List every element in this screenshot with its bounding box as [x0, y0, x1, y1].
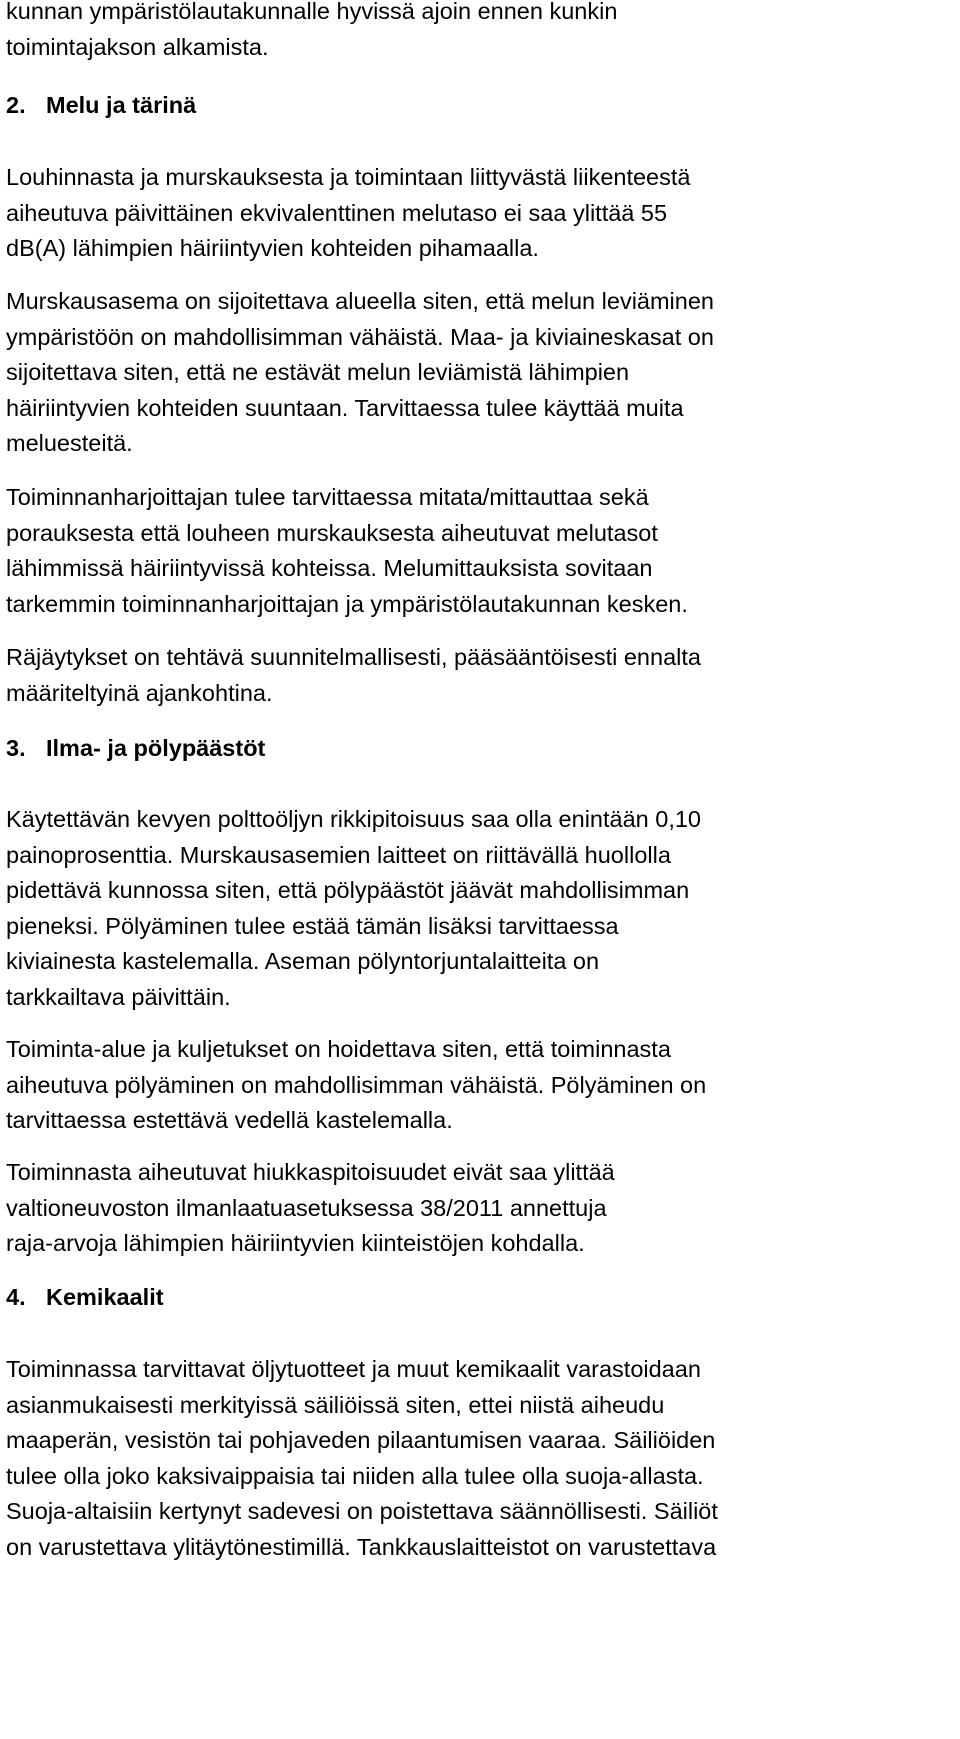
text-line: Toiminnasta aiheutuvat hiukkaspitoisuudet eivät saa ylittää	[6, 1159, 615, 1185]
section-title: Kemikaalit	[46, 1284, 164, 1310]
text-line: kiviainesta kastelemalla. Aseman pölyntorjuntalaitteita on	[6, 948, 600, 975]
paragraph	[6, 160, 956, 267]
text-line: tulee olla joko kaksivaippaisia tai niiden alla tulee olla suoja-allasta.	[6, 1462, 704, 1489]
section-title: Melu ja tärinä	[46, 92, 197, 118]
paragraph	[6, 640, 956, 711]
text-line: Murskausasema on sijoitettava alueella siten, että melun leviäminen	[6, 288, 714, 314]
section-number: 2.	[6, 92, 26, 118]
text-line: Käytettävän kevyen polttoöljyn rikkipitoisuus saa olla enintään 0,10	[6, 806, 701, 832]
text-line: sijoitettava siten, että ne estävät melun leviämistä lähimpien	[6, 359, 630, 386]
text-line: tarkkailtava päivittäin.	[6, 983, 231, 1010]
text-line: pidettävä kunnossa siten, että pölypäästöt jäävät mahdollisimman	[6, 877, 690, 904]
text-line: aiheutuva päivittäinen ekvivalenttinen melutaso ei saa ylittää 55	[6, 199, 668, 226]
text-line: määriteltyinä ajankohtina.	[6, 679, 273, 706]
text-line: häiriintyvien kohteiden suuntaan. Tarvittaessa tulee käyttää muita	[6, 394, 684, 421]
text-line: maaperän, vesistön tai pohjaveden pilaantumisen vaaraa. Säiliöiden	[6, 1427, 716, 1454]
text-line: Toiminta-alue ja kuljetukset on hoidettava siten, että toiminnasta	[6, 1036, 671, 1062]
text-line: toimintajakson alkamista.	[6, 33, 269, 60]
text-line: lähimmissä häiriintyvissä kohteissa. Melumittauksista sovitaan	[6, 555, 653, 582]
paragraph	[6, 480, 956, 622]
text-line: porauksesta että louheen murskauksesta aiheutuvat melutasot	[6, 519, 658, 546]
text-line: ympäristöön on mahdollisimman vähäistä. Maa- ja kiviaineskasat on	[6, 323, 714, 350]
text-line: Suoja-altaisiin kertynyt sadevesi on poistettava säännöllisesti. Säiliöt	[6, 1498, 718, 1525]
text-line: valtioneuvoston ilmanlaatuasetuksessa 38/2011 annettuja	[6, 1194, 607, 1221]
text-line: Toiminnanharjoittajan tulee tarvittaessa mitata/mittauttaa sekä	[6, 484, 649, 510]
text-line: Louhinnasta ja murskauksesta ja toimintaan liittyvästä liikenteestä	[6, 164, 691, 190]
section-heading-3	[6, 731, 265, 767]
intro-paragraph	[6, 0, 956, 65]
text-line: Toiminnassa tarvittavat öljytuotteet ja muut kemikaalit varastoidaan	[6, 1356, 701, 1382]
section-title: Ilma- ja pölypäästöt	[46, 735, 266, 761]
text-line: asianmukaisesti merkityissä säiliöissä siten, ettei niistä aiheudu	[6, 1391, 665, 1418]
text-line: tarvittaessa estettävä vedellä kastelemalla.	[6, 1107, 453, 1134]
text-line: pieneksi. Pölyäminen tulee estää tämän lisäksi tarvittaessa	[6, 912, 619, 939]
text-line: dB(A) lähimpien häiriintyvien kohteiden pihamaalla.	[6, 235, 539, 262]
text-line: raja-arvoja lähimpien häiriintyvien kiinteistöjen kohdalla.	[6, 1230, 585, 1257]
text-line: aiheutuva pölyäminen on mahdollisimman vähäistä. Pölyäminen on	[6, 1071, 707, 1098]
section-number: 3.	[6, 735, 26, 761]
paragraph	[6, 802, 956, 1016]
section-heading-2	[6, 88, 196, 124]
paragraph	[6, 1032, 956, 1139]
paragraph	[6, 284, 956, 462]
paragraph	[6, 1352, 956, 1566]
text-line: meluesteitä.	[6, 430, 133, 457]
section-number: 4.	[6, 1284, 26, 1310]
text-line: on varustettava ylitäytönestimillä. Tankkauslaitteistot on varustettava	[6, 1533, 717, 1560]
text-line: Räjäytykset on tehtävä suunnitelmallisesti, pääsääntöisesti ennalta	[6, 644, 701, 670]
text-line: kunnan ympäristölautakunnalle hyvissä ajoin ennen kunkin	[6, 0, 618, 24]
paragraph	[6, 1155, 956, 1262]
text-line: painoprosenttia. Murskausasemien laitteet on riittävällä huollolla	[6, 841, 671, 868]
section-heading-4	[6, 1280, 164, 1316]
text-line: tarkemmin toiminnanharjoittajan ja ympäristölautakunnan kesken.	[6, 590, 688, 617]
